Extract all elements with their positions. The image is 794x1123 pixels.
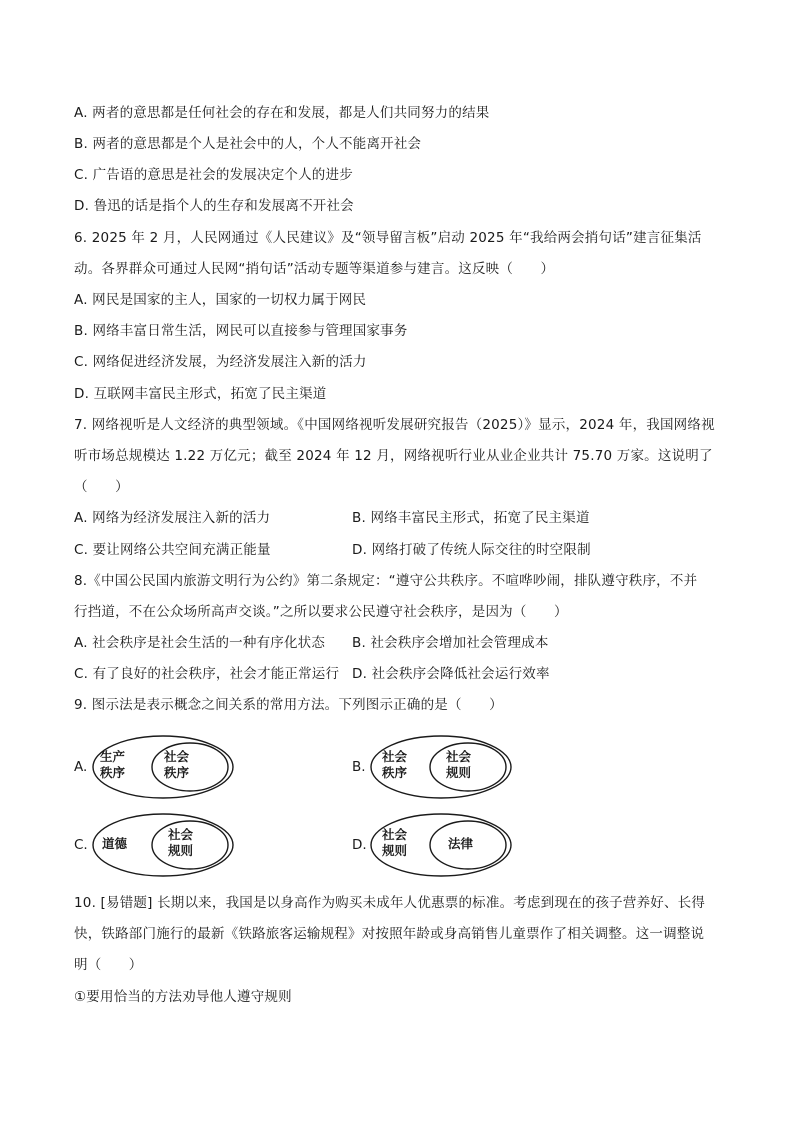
q8-stem-line-1: 8.《中国公民国内旅游文明行为公约》第二条规定：“遵守公共秩序。不喧哗吵闹，排队遵守秩序，不并 — [74, 573, 698, 589]
q6-stem-line-1: 6. 2025 年 2 月，人民网通过《人民建议》及“领导留言板”启动 2025 年“我给两会捎句话”建言征集活 — [74, 230, 702, 246]
q8-option-d: D. 社会秩序会降低社会运行效率 — [352, 666, 550, 682]
q9-diagram-b-inner-line-1: 社会 — [446, 749, 472, 764]
q10-stem-line-2: 快，铁路部门施行的最新《铁路旅客运输规程》对按照年龄或身高销售儿童票作了相关调整。这一调整说 — [74, 926, 705, 942]
q9-diagram-d-inner-line-1: 法律 — [448, 836, 474, 851]
q9-diagram-c-outer-line-1: 道德 — [102, 836, 128, 851]
q7-stem-line-2: 听市场总规模达 1.22 万亿元；截至 2024 年 12 月，网络视听行业从业企业共计 75.70 万家。这说明了 — [74, 448, 713, 464]
q9-diagram-d-option-label: D. — [352, 837, 367, 853]
q9-diagram-d-outer-line-1: 社会 — [382, 827, 408, 842]
q9-diagram-a-inner-line-2: 秩序 — [164, 765, 190, 780]
q9-diagram-a-inner-line-1: 社会 — [164, 749, 190, 764]
q8-options-row-2 — [74, 665, 550, 683]
q6-stem-line-2: 动。各界群众可通过人民网“捎句话”活动专题等渠道参与建言。这反映（ ） — [74, 261, 555, 277]
q9-stem: 9. 图示法是表示概念之间关系的常用方法。下列图示正确的是（ ） — [74, 697, 503, 713]
q5-option-d: D. 鲁迅的话是指个人的生存和发展离不开社会 — [74, 198, 354, 214]
q6-option-d: D. 互联网丰富民主形式，拓宽了民主渠道 — [74, 386, 327, 402]
q9-diagram-c-outer-label — [102, 836, 127, 852]
q7-stem-line-1: 7. 网络视听是人文经济的典型领域。《中国网络视听发展研究报告（2025）》显示，2024 年，我国网络视 — [74, 417, 715, 433]
q8-option-c: C. 有了良好的社会秩序，社会才能正常运行 — [74, 666, 340, 682]
q9-diagram-d-outer-line-2: 规则 — [382, 843, 408, 858]
q9-diagram-a — [74, 733, 204, 801]
q7-option-c: C. 要让网络公共空间充满正能量 — [74, 542, 271, 558]
q7-options-row-2 — [74, 541, 591, 559]
q9-diagram-d-outer-label — [382, 827, 407, 859]
q9-diagram-a-outer-label — [100, 749, 125, 781]
q5-option-a: A. 两者的意思都是任何社会的存在和发展，都是人们共同努力的结果 — [74, 105, 490, 121]
q9-diagram-d — [352, 811, 482, 879]
q9-diagram-b-option-label: B. — [352, 759, 366, 775]
q9-diagram-d-inner-label — [448, 836, 473, 852]
q9-diagram-b-inner-line-2: 规则 — [446, 765, 472, 780]
q8-stem-line-2: 行挡道，不在公众场所高声交谈。”之所以要求公民遵守社会秩序，是因为（ ） — [74, 604, 568, 620]
q10-item-1: ①要用恰当的方法劝导他人遵守规则 — [74, 989, 292, 1005]
q9-diagram-c-option-label: C. — [74, 837, 88, 853]
q6-option-c: C. 网络促进经济发展，为经济发展注入新的活力 — [74, 354, 367, 370]
q9-diagram-a-outer-line-2: 秩序 — [100, 765, 126, 780]
q8-option-b: B. 社会秩序会增加社会管理成本 — [352, 635, 549, 651]
q7-option-d: D. 网络打破了传统人际交往的时空限制 — [352, 542, 591, 558]
q9-diagram-c-inner-label — [168, 827, 193, 859]
q9-diagram-a-inner-label — [164, 749, 189, 781]
q9-diagram-b — [352, 733, 482, 801]
q9-diagram-b-outer-label — [382, 749, 407, 781]
q9-diagram-b-outer-line-2: 秩序 — [382, 765, 408, 780]
q9-diagram-c — [74, 811, 204, 879]
q9-diagram-a-option-label: A. — [74, 759, 88, 775]
q9-diagram-c-inner-line-1: 社会 — [168, 827, 194, 842]
q9-diagram-b-inner-label — [446, 749, 471, 781]
q6-option-b: B. 网络丰富日常生活，网民可以直接参与管理国家事务 — [74, 323, 408, 339]
q9-diagram-c-inner-line-2: 规则 — [168, 843, 194, 858]
q9-diagram-b-outer-line-1: 社会 — [382, 749, 408, 764]
q9-diagram-a-outer-line-1: 生产 — [100, 749, 126, 764]
q5-option-b: B. 两者的意思都是个人是社会中的人，个人不能离开社会 — [74, 136, 422, 152]
q10-stem-line-3: 明（ ） — [74, 957, 143, 973]
q7-option-b: B. 网络丰富民主形式，拓宽了民主渠道 — [352, 510, 590, 526]
q8-option-a: A. 社会秩序是社会生活的一种有序化状态 — [74, 635, 326, 651]
q8-options-row-1 — [74, 634, 549, 652]
q7-options-row-1 — [74, 509, 590, 527]
q7-stem-line-3: （ ） — [74, 479, 129, 495]
q6-option-a: A. 网民是国家的主人，国家的一切权力属于网民 — [74, 292, 367, 308]
q7-option-a: A. 网络为经济发展注入新的活力 — [74, 510, 271, 526]
q10-stem-line-1: 10. [易错题] 长期以来，我国是以身高作为购买未成年人优惠票的标准。考虑到现在的孩子营养好、长得 — [74, 895, 706, 911]
q5-option-c: C. 广告语的意思是社会的发展决定个人的进步 — [74, 167, 353, 183]
